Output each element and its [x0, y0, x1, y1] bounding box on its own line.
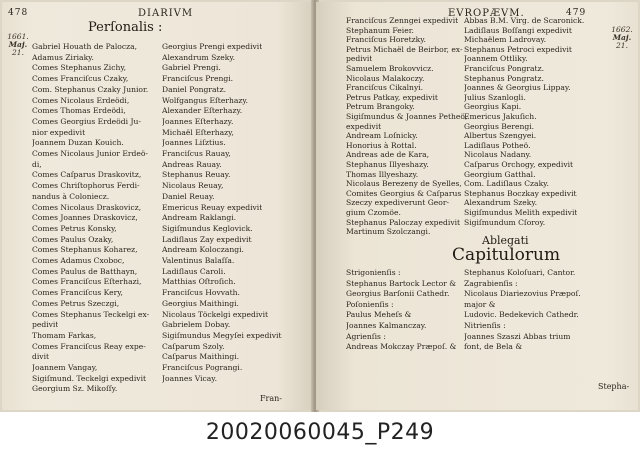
- heading-ablegati: Ablegati: [482, 234, 529, 247]
- text-line: Comes Franciſcus Eſterhazi,: [32, 277, 142, 287]
- margin-month: Maj.: [612, 33, 632, 42]
- text-line: Nitrienſis :: [464, 321, 506, 330]
- text-line: Stephanum Feier.: [346, 25, 414, 35]
- text-line: Michaël Eſterhazy,: [162, 127, 234, 137]
- text-line: divit: [32, 352, 50, 362]
- text-line: Joannes Eſterhazy.: [162, 116, 234, 126]
- running-title-left: DIARIVM: [138, 8, 194, 19]
- text-line: Joannem Ottliky.: [464, 54, 528, 64]
- text-line: Emericus Jakuſich.: [464, 112, 537, 121]
- text-line: Sigiſmundus Megyſei expedivit: [162, 330, 282, 340]
- catchword-right: Stepha-: [598, 382, 630, 391]
- text-line: Comes Franciſcus Czaky,: [32, 74, 129, 84]
- page-number-left: 478: [8, 8, 29, 18]
- text-line: Comes Nicolaus Junior Erdeö-: [32, 149, 148, 158]
- text-line: Gabriel Houath de Palocza,: [32, 42, 138, 51]
- text-line: Martinum Szolczangi.: [346, 227, 431, 237]
- text-line: expedivit: [346, 121, 382, 131]
- text-line: Comes Joannes Draskovicz,: [32, 213, 138, 223]
- text-line: Stephanus Reuay.: [162, 170, 231, 180]
- margin-month: Maj.: [8, 40, 28, 49]
- text-line: Andreas ade de Kara,: [346, 150, 430, 160]
- text-line: Daniel Pongratz.: [162, 84, 227, 94]
- text-line: Adamus Ziriaky.: [32, 52, 94, 62]
- text-line: Comes Stephanus Koharez,: [32, 245, 138, 255]
- text-line: Georgius Kapi.: [464, 102, 522, 112]
- text-line: Stephanus Petroci expedivit: [464, 44, 572, 54]
- text-line: Poſonienſis :: [346, 299, 394, 309]
- text-line: Nicolaus Malakoczy.: [346, 73, 425, 83]
- text-line: Comes Stephanus Teckelgi ex-: [32, 309, 150, 319]
- text-line: Nicolaus Töckelgi expedivit: [162, 309, 269, 319]
- text-line: Nicolaus Reuay,: [162, 181, 224, 191]
- text-line: Paulus Meheſs &: [346, 310, 412, 320]
- text-line: Gabrielem Dobay.: [162, 320, 231, 330]
- text-line: Nicolaus Berezeny de Syelles,: [346, 179, 462, 189]
- text-line: Thomam Farkas,: [32, 330, 97, 340]
- text-line: Nicolaus Nadany.: [464, 150, 532, 160]
- text-line: nandus à Coloniecz.: [32, 191, 110, 201]
- text-line: Comes Thomas Erdeödi,: [32, 106, 126, 116]
- text-line: Alexandrum Szeky.: [162, 52, 236, 62]
- text-line: Andreas Mokczay Præpoſ. &: [346, 342, 457, 352]
- text-line: Sigiſmundus Keglovick.: [162, 223, 253, 233]
- text-line: Joannes Kalmanczay.: [346, 321, 427, 330]
- text-line: pedivit: [346, 54, 373, 64]
- text-line: Agrienſis :: [346, 331, 386, 341]
- text-line: Comes Petrus Konsky,: [32, 223, 117, 233]
- text-line: Samuelem Brokovvicz.: [346, 64, 434, 73]
- text-line: Comes Petrus Szeczgi,: [32, 298, 120, 308]
- text-line: Ladiſlaus Boſſangi expedivit: [464, 25, 572, 35]
- text-line: Comes Stephanus Zichy,: [32, 63, 127, 73]
- text-line: Georgius Prengi expedivit: [162, 42, 263, 51]
- text-line: Albertus Szengyei.: [464, 131, 537, 141]
- margin-day: 21.: [12, 48, 24, 57]
- text-line: di,: [32, 159, 42, 169]
- text-line: nior expedivit: [32, 127, 86, 137]
- text-line: Ladiſlaus Potheö.: [464, 140, 531, 150]
- catchword-left: Fran-: [260, 394, 282, 403]
- text-line: Stephanus Pongratz.: [464, 73, 544, 83]
- text-line: Thomas Illyeshazy.: [346, 169, 419, 179]
- text-line: Comes Chriſtophorus Ferdi-: [32, 181, 140, 191]
- right-page: [316, 2, 638, 410]
- text-line: Comes Nicolaus Draskovicz,: [32, 202, 142, 212]
- text-line: Caſparus Orchogy, expedivit: [464, 160, 574, 169]
- text-line: Georgium Gatthal.: [464, 169, 536, 179]
- text-line: Comes Georgius Erdeödi Ju-: [32, 116, 141, 126]
- text-line: Ludovic. Bedekevich Cathedr.: [464, 310, 579, 320]
- text-line: pedivit: [32, 320, 59, 330]
- text-line: Valentinus Balaſſa.: [162, 256, 235, 265]
- text-line: Joannes Liſztius.: [162, 138, 226, 148]
- text-line: Alexandrum Szeky.: [464, 198, 538, 208]
- text-line: Franciſcus Pongratz.: [464, 64, 545, 73]
- text-line: Georgius Barſonii Cathedr.: [346, 289, 450, 299]
- text-line: Joannes Szaszi Abbas trium: [464, 331, 571, 341]
- text-line: font, de Bela &: [464, 342, 523, 352]
- text-line: Matthias Oſtroſich.: [162, 277, 236, 287]
- text-line: Franciſcus Horetzky.: [346, 35, 426, 45]
- text-line: Comes Paulus de Batthayn,: [32, 266, 138, 276]
- text-line: Strigonienſis :: [346, 268, 401, 277]
- text-line: Comes Caſparus Draskovitz,: [32, 170, 142, 180]
- text-line: major &: [464, 299, 496, 309]
- text-line: Honorius à Rottal.: [346, 140, 417, 150]
- text-line: Andreas Rauay.: [162, 159, 222, 169]
- text-line: Szeczy expediverunt Geor-: [346, 198, 450, 208]
- text-line: Stephanus Illyeshazy.: [346, 160, 429, 169]
- text-line: Stephanus Bartock Lector &: [346, 278, 456, 288]
- text-line: Georgium Sz. Mikoſſy.: [32, 384, 118, 394]
- margin-note-left: [5, 33, 31, 57]
- text-line: Sigiſmund. Teckelgi expedivit: [32, 373, 147, 383]
- text-line: Comes Nicolaus Erdeödi,: [32, 95, 130, 105]
- margin-day: 21.: [616, 41, 628, 50]
- margin-note-right: [608, 26, 636, 50]
- text-line: Julius Szanlogli.: [464, 92, 526, 102]
- text-line: Comes Paulus Ozaky,: [32, 234, 114, 244]
- text-line: Franciſcus Pograngi.: [162, 363, 243, 372]
- text-line: Ladiſlaus Caroli.: [162, 266, 226, 276]
- text-line: Franciſcus Hovvath.: [162, 288, 240, 298]
- text-line: Michaëlem Ladrovay.: [464, 35, 547, 45]
- text-line: Joannem Duzan Kouich.: [32, 138, 124, 148]
- text-line: Com. Stephanus Czaky Junior.: [32, 84, 149, 94]
- text-line: Joannem Vangay,: [32, 363, 98, 372]
- text-line: Franciſcus Rauay,: [162, 149, 231, 158]
- text-line: Joannes & Georgius Lippay.: [464, 83, 571, 93]
- text-line: Caſparum Szoly.: [162, 341, 225, 351]
- text-line: Caſparus Maithingi.: [162, 352, 240, 362]
- text-line: Sigiſmundus & Joannes Petheö,: [346, 112, 468, 121]
- section-heading-personalis: Perſonalis :: [88, 20, 163, 35]
- image-caption: 20020060045_P249: [205, 420, 435, 445]
- text-line: Franciſcus Cikalnyi.: [346, 83, 424, 93]
- heading-capitulorum: Capitulorum: [452, 245, 561, 265]
- text-line: Sigiſmundus Melith expedivit: [464, 208, 578, 217]
- text-line: Petrus Michaël de Beirbor, ex-: [346, 44, 463, 54]
- text-line: Emericus Reuay expedivit: [162, 202, 263, 212]
- text-line: Stephanus Paloczay expedivit: [346, 217, 461, 227]
- text-line: Comites Georgius & Caſparus: [346, 188, 462, 198]
- text-line: Georgius Maithingi.: [162, 298, 239, 308]
- text-line: Andream Loſnicky.: [346, 131, 418, 141]
- text-line: Nicolaus Diariezovius Præpoſ.: [464, 289, 581, 299]
- text-line: Com. Ladiſlaus Czaky.: [464, 179, 549, 189]
- text-line: gium Czomöe.: [346, 208, 401, 217]
- text-line: Franciſcus Zenngei expedivit: [346, 16, 459, 25]
- text-line: Georgius Berengi.: [464, 121, 535, 131]
- text-line: Comes Franciſcus Kery,: [32, 288, 123, 298]
- text-line: Stephanus Koloſuari, Cantor.: [464, 268, 576, 277]
- text-line: Ladiſlaus Zay expedivit: [162, 234, 252, 244]
- text-line: Comes Adamus Cxoboc,: [32, 256, 125, 265]
- text-line: Andream Raklangi.: [162, 213, 237, 223]
- text-line: Franciſcus Prengi.: [162, 74, 234, 84]
- text-line: Petrus Patkay, expedivit: [346, 92, 438, 102]
- text-line: Joannes Vicay.: [162, 373, 217, 383]
- text-line: Abbas B.M. Virg. de Scaronick.: [464, 16, 585, 25]
- text-line: Andream Koloczangi.: [162, 245, 244, 255]
- running-title-right: EVROPÆVM.: [448, 8, 525, 19]
- margin-year: 1661.: [7, 32, 29, 41]
- text-line: Alexander Eſterhazy.: [162, 106, 243, 116]
- text-line: Comes Franciſcus Reay expe-: [32, 341, 146, 351]
- margin-year: 1662.: [611, 25, 633, 34]
- text-line: Daniel Reuay.: [162, 191, 215, 201]
- text-line: Stephanus Boczkay expedivit: [464, 188, 577, 198]
- text-line: Petrum Brangoky.: [346, 102, 415, 112]
- text-line: Gabriel Prengi.: [162, 63, 221, 73]
- text-line: Wolfgangus Eſterhazy.: [162, 95, 249, 105]
- left-page: [2, 2, 314, 410]
- text-line: Sigiſmundum Cſoroy.: [464, 217, 546, 227]
- text-line: Zagrabienſis :: [464, 278, 518, 288]
- page-number-right: 479: [566, 8, 587, 18]
